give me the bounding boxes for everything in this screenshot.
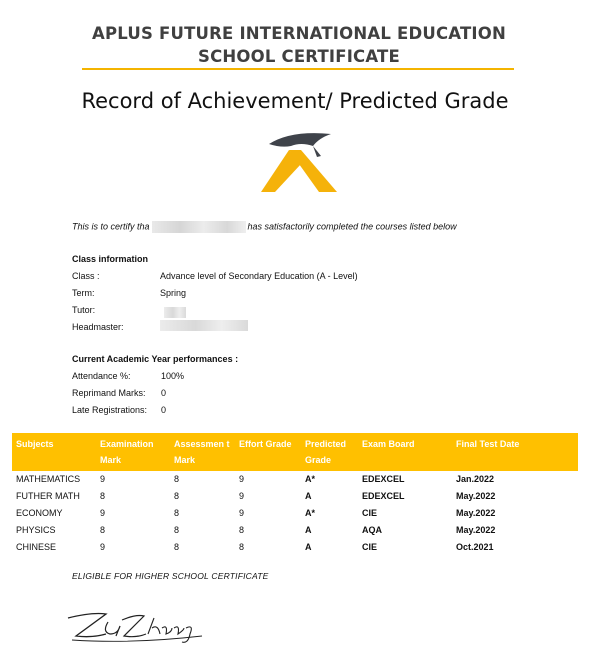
cell-predicted-grade: A	[305, 491, 312, 501]
reprimand-label: Reprimand Marks:	[72, 388, 146, 398]
school-title-line1: APLUS FUTURE INTERNATIONAL EDUCATION	[92, 24, 506, 43]
cell-final-test-date: May.2022	[456, 525, 496, 535]
cell-effort-grade: 9	[239, 474, 245, 484]
performance-heading: Current Academic Year performances :	[72, 354, 239, 364]
col-header-exam-board: Exam Board	[358, 433, 452, 471]
cell-predicted-grade: A*	[305, 474, 316, 484]
school-title-line2: SCHOOL CERTIFICATE	[198, 47, 400, 66]
cell-exam-mark: 9	[100, 474, 106, 484]
attendance-value: 100%	[161, 371, 185, 381]
cell-subject: FUTHER MATH	[16, 491, 80, 501]
cell-subject: CHINESE	[16, 542, 57, 552]
cell-effort-grade: 9	[239, 508, 245, 518]
col-header-examination-mark: Examination Mark	[96, 433, 170, 471]
cell-exam-mark: 9	[100, 508, 106, 518]
cell-subject: ECONOMY	[16, 508, 63, 518]
col-header-assessment-mark: Assessmen t Mark	[170, 433, 235, 471]
cell-assessment-mark: 8	[174, 542, 180, 552]
class-info-heading: Class information	[72, 254, 149, 264]
cell-subject: MATHEMATICS	[16, 474, 81, 484]
cell-assessment-mark: 8	[174, 508, 180, 518]
cell-exam-board: CIE	[362, 542, 378, 552]
redacted-headmaster-name	[160, 320, 248, 331]
headmaster-label: Headmaster:	[72, 322, 124, 332]
cell-effort-grade: 8	[239, 525, 245, 535]
grades-table	[12, 433, 578, 556]
certify-statement	[72, 221, 457, 233]
redacted-student-name	[152, 221, 246, 233]
cell-subject: PHYSICS	[16, 525, 56, 535]
eligibility-statement: ELIGIBLE FOR HIGHER SCHOOL CERTIFICATE	[72, 571, 269, 581]
school-title	[60, 22, 538, 68]
redacted-tutor-name	[164, 307, 186, 318]
cell-predicted-grade: A	[305, 542, 312, 552]
attendance-label: Attendance %:	[72, 371, 131, 381]
school-logo-icon	[261, 126, 337, 198]
cell-exam-board: CIE	[362, 508, 378, 518]
cell-assessment-mark: 8	[174, 491, 180, 501]
cell-exam-board: AQA	[362, 525, 382, 535]
cell-assessment-mark: 8	[174, 525, 180, 535]
cell-final-test-date: Jan.2022	[456, 474, 495, 484]
cell-effort-grade: 9	[239, 491, 245, 501]
title-divider	[82, 68, 514, 70]
cell-final-test-date: May.2022	[456, 508, 496, 518]
class-label: Class :	[72, 271, 100, 281]
cell-final-test-date: Oct.2021	[456, 542, 494, 552]
certify-suffix: has satisfactorily completed the courses listed below	[247, 221, 457, 232]
cell-predicted-grade: A*	[305, 508, 316, 518]
col-header-final-test-date: Final Test Date	[452, 433, 578, 471]
late-registrations-label: Late Registrations:	[72, 405, 148, 415]
tutor-label: Tutor:	[72, 305, 96, 315]
cell-exam-board: EDEXCEL	[362, 491, 405, 501]
cell-exam-mark: 8	[100, 491, 106, 501]
late-registrations-value: 0	[161, 405, 167, 415]
term-value: Spring	[160, 288, 187, 298]
cell-predicted-grade: A	[305, 525, 312, 535]
handwritten-signature	[62, 606, 212, 646]
table-header-row	[12, 433, 578, 471]
col-header-subjects: Subjects	[12, 433, 96, 471]
cell-final-test-date: May.2022	[456, 491, 496, 501]
cell-exam-mark: 9	[100, 542, 106, 552]
col-header-predicted-grade: Predicted Grade	[301, 433, 358, 471]
cell-exam-mark: 8	[100, 525, 106, 535]
record-title: Record of Achievement/ Predicted Grade	[81, 89, 509, 113]
cell-effort-grade: 8	[239, 542, 245, 552]
col-header-effort-grade: Effort Grade	[235, 433, 301, 471]
certify-prefix: This is to certify tha	[72, 221, 150, 232]
table-row	[12, 488, 578, 505]
table-row	[12, 539, 578, 556]
cell-assessment-mark: 8	[174, 474, 180, 484]
table-row	[12, 522, 578, 539]
reprimand-value: 0	[161, 388, 167, 398]
class-value: Advance level of Secondary Education (A - Level)	[160, 271, 358, 281]
table-row	[12, 471, 578, 488]
table-row	[12, 505, 578, 522]
term-label: Term:	[72, 288, 95, 298]
cell-exam-board: EDEXCEL	[362, 474, 405, 484]
